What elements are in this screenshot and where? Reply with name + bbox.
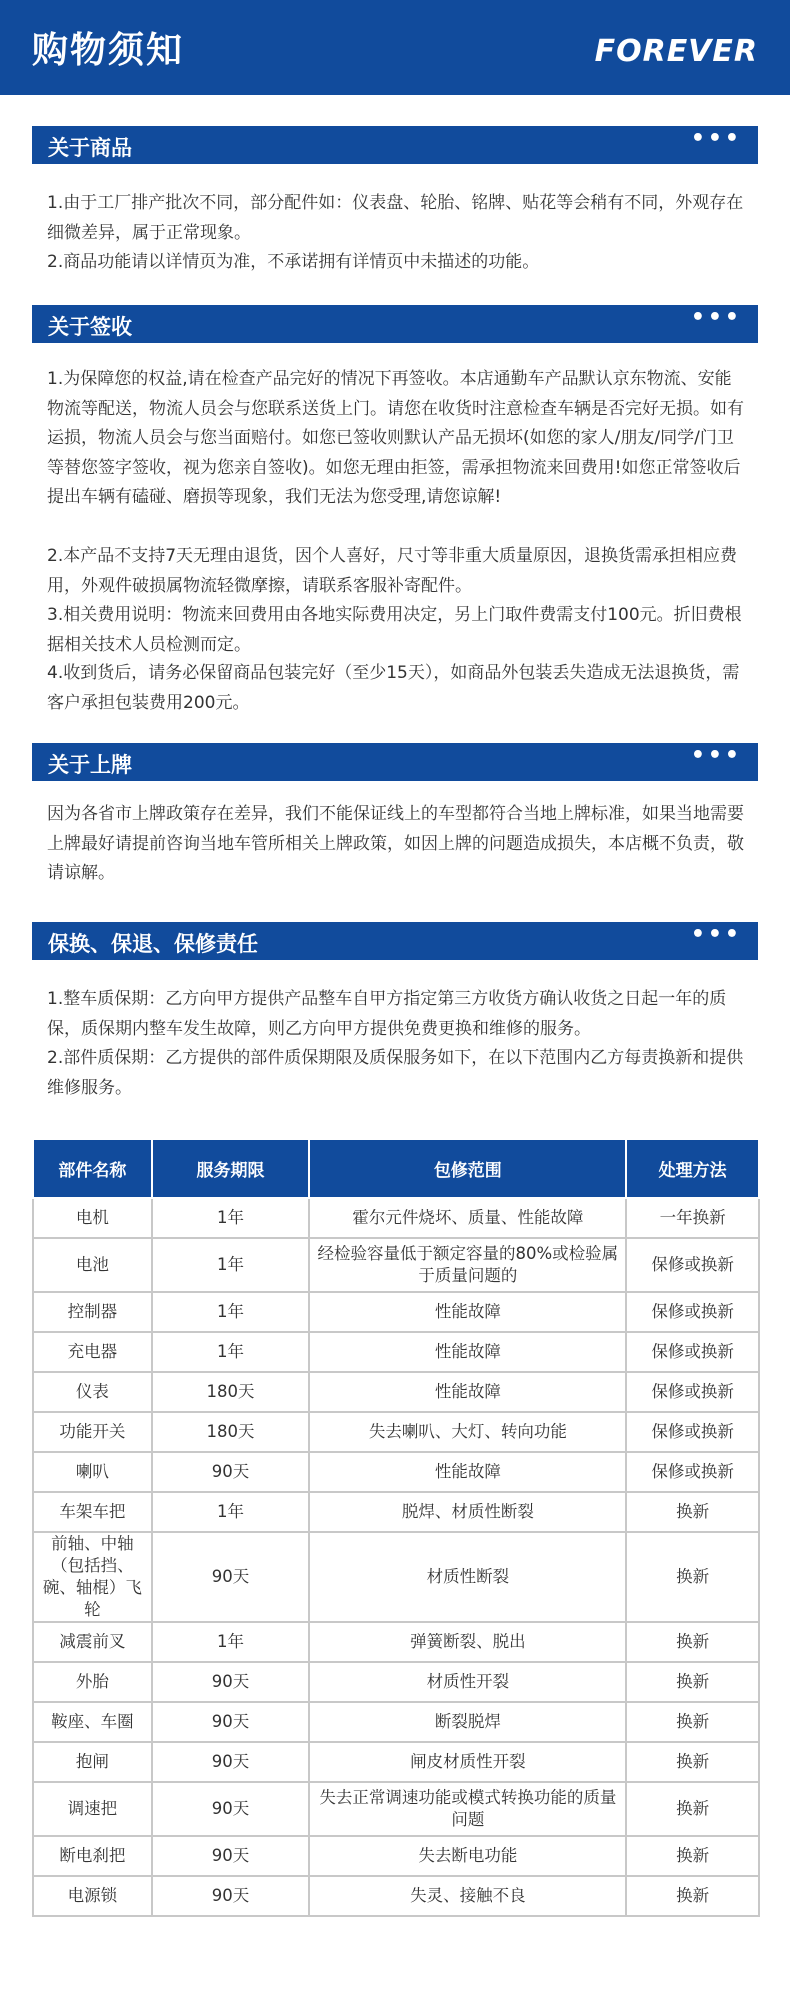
table-cell: 材质性断裂 [309,1532,626,1622]
table-row [33,1782,759,1836]
table-cell: 1年 [152,1332,310,1372]
page-title: 购物须知 [32,30,185,71]
table-cell: 抱闸 [33,1742,152,1782]
table-cell: 减震前叉 [33,1622,152,1662]
table-cell: 失灵、接触不良 [309,1876,626,1916]
table-cell: 失去断电功能 [309,1836,626,1876]
table-cell: 90天 [152,1532,310,1622]
table-row [33,1622,759,1662]
table-row [33,1412,759,1452]
table-cell: 性能故障 [309,1332,626,1372]
table-cell: 保修或换新 [626,1292,759,1332]
section-header-product [32,126,758,164]
table-cell: 1年 [152,1622,310,1662]
table-cell: 性能故障 [309,1292,626,1332]
table-cell: 换新 [626,1836,759,1876]
table-cell: 保修或换新 [626,1372,759,1412]
table-cell: 1年 [152,1492,310,1532]
table-cell: 性能故障 [309,1452,626,1492]
table-cell: 换新 [626,1782,759,1836]
table-cell: 1年 [152,1238,310,1292]
table-cell: 换新 [626,1662,759,1702]
table-cell: 断电刹把 [33,1836,152,1876]
paragraph: 4.收到货后，请务必保留商品包装完好（至少15天），如商品外包装丢失造成无法退换货，需客户承担包装费用200元。 [47,663,740,713]
table-cell: 调速把 [33,1782,152,1836]
table-cell: 外胎 [33,1662,152,1702]
paragraph: 因为各省市上牌政策存在差异，我们不能保证线上的车型都符合当地上牌标准，如果当地需要上牌最好请提前咨询当地车管所相关上牌政策，如因上牌的问题造成损失，本店概不负责，敬请谅解。 [47,804,744,883]
table-cell: 换新 [626,1622,759,1662]
section-title: 关于上牌 [48,753,132,777]
table-cell: 换新 [626,1492,759,1532]
column-header: 服务期限 [152,1139,310,1198]
table-cell: 性能故障 [309,1372,626,1412]
section-title: 关于签收 [48,315,132,339]
table-cell: 一年换新 [626,1198,759,1238]
table-row [33,1836,759,1876]
section-header-warranty [32,922,758,960]
table-row [33,1292,759,1332]
table-cell: 180天 [152,1412,310,1452]
paragraph: 2.本产品不支持7天无理由退货，因个人喜好，尺寸等非重大质量原因，退换货需承担相应费用，外观件破损属物流轻微摩擦，请联系客服补寄配件。 [47,546,738,596]
table-cell: 180天 [152,1372,310,1412]
column-header: 包修范围 [309,1139,626,1198]
table-row [33,1238,759,1292]
paragraph: 2.部件质保期：乙方提供的部件质保期限及质保服务如下，在以下范围内乙方每责换新和提供维修服务。 [47,1048,744,1098]
paragraph: 3.相关费用说明：物流来回费用由各地实际费用决定，另上门取件费需支付100元。折旧费根据相关技术人员检测而定。 [47,605,742,655]
table-cell: 换新 [626,1742,759,1782]
table-cell: 闸皮材质性开裂 [309,1742,626,1782]
column-header: 处理方法 [626,1139,759,1198]
table-header-row [33,1139,759,1198]
table-row [33,1876,759,1916]
table-row [33,1532,759,1622]
table-cell: 保修或换新 [626,1238,759,1292]
table-cell: 喇叭 [33,1452,152,1492]
more-dots-icon: ••• [690,743,742,768]
table-cell: 电源锁 [33,1876,152,1916]
table-row [33,1198,759,1238]
table-cell: 断裂脱焊 [309,1702,626,1742]
table-cell: 1年 [152,1292,310,1332]
table-cell: 功能开关 [33,1412,152,1452]
table-cell: 90天 [152,1782,310,1836]
table-cell: 控制器 [33,1292,152,1332]
table-cell: 电池 [33,1238,152,1292]
table-cell: 弹簧断裂、脱出 [309,1622,626,1662]
more-dots-icon: ••• [690,126,742,151]
table-cell: 90天 [152,1662,310,1702]
warranty-table [32,1138,760,1917]
paragraph: 1.由于工厂排产批次不同，部分配件如：仪表盘、轮胎、铭牌、贴花等会稍有不同，外观存在细微差异，属于正常现象。 [47,193,744,243]
table-cell: 换新 [626,1876,759,1916]
table-cell: 90天 [152,1452,310,1492]
table-row [33,1372,759,1412]
table-cell: 1年 [152,1198,310,1238]
table-cell: 霍尔元件烧坏、质量、性能故障 [309,1198,626,1238]
table-cell: 换新 [626,1702,759,1742]
table-row [33,1702,759,1742]
table-cell: 保修或换新 [626,1332,759,1372]
table-row [33,1742,759,1782]
table-row [33,1492,759,1532]
table-row [33,1452,759,1492]
table-cell: 90天 [152,1702,310,1742]
table-cell: 脱焊、材质性断裂 [309,1492,626,1532]
table-cell: 电机 [33,1198,152,1238]
section-title: 关于商品 [48,136,132,160]
table-cell: 鞍座、车圈 [33,1702,152,1742]
column-header: 部件名称 [33,1139,152,1198]
paragraph: 1.为保障您的权益,请在检查产品完好的情况下再签收。本店通勤车产品默认京东物流、安能物流等配送，物流人员会与您联系送货上门。请您在收货时注意检查车辆是否完好无损。如有运损，物流人员会与您当面赔付。如您已签收则默认产品无损坏(如您的家人/朋友/同学/门卫等替您签字签收，视为您亲自签收)。如您无理由拒签，需承担物流来回费用!如您正常签收后提出车辆有磕碰、磨损等现象，我们无法为您受理,请您谅解! [47,369,744,507]
section-title: 保换、保退、保修责任 [48,932,258,956]
table-row [33,1662,759,1702]
page-header [0,0,790,95]
table-cell: 充电器 [33,1332,152,1372]
table-cell: 材质性开裂 [309,1662,626,1702]
paragraph: 1.整车质保期：乙方向甲方提供产品整车自甲方指定第三方收货方确认收货之日起一年的质保，质保期内整车发生故障，则乙方向甲方提供免费更换和维修的服务。 [47,989,727,1039]
table-cell: 90天 [152,1876,310,1916]
section-header-license [32,743,758,781]
table-cell: 换新 [626,1532,759,1622]
brand-logo: FOREVER [594,34,758,69]
table-row [33,1332,759,1372]
table-cell: 失去喇叭、大灯、转向功能 [309,1412,626,1452]
paragraph: 2.商品功能请以详情页为准，不承诺拥有详情页中未描述的功能。 [47,252,540,272]
section-header-signing [32,305,758,343]
table-cell: 经检验容量低于额定容量的80%或检验属于质量问题的 [309,1238,626,1292]
table-cell: 失去正常调速功能或模式转换功能的质量问题 [309,1782,626,1836]
table-cell: 车架车把 [33,1492,152,1532]
more-dots-icon: ••• [690,305,742,330]
table-cell: 保修或换新 [626,1452,759,1492]
table-cell: 前轴、中轴（包括挡、碗、轴棍）飞轮 [33,1532,152,1622]
table-cell: 90天 [152,1836,310,1876]
table-cell: 90天 [152,1742,310,1782]
more-dots-icon: ••• [690,922,742,947]
table-cell: 保修或换新 [626,1412,759,1452]
table-cell: 仪表 [33,1372,152,1412]
